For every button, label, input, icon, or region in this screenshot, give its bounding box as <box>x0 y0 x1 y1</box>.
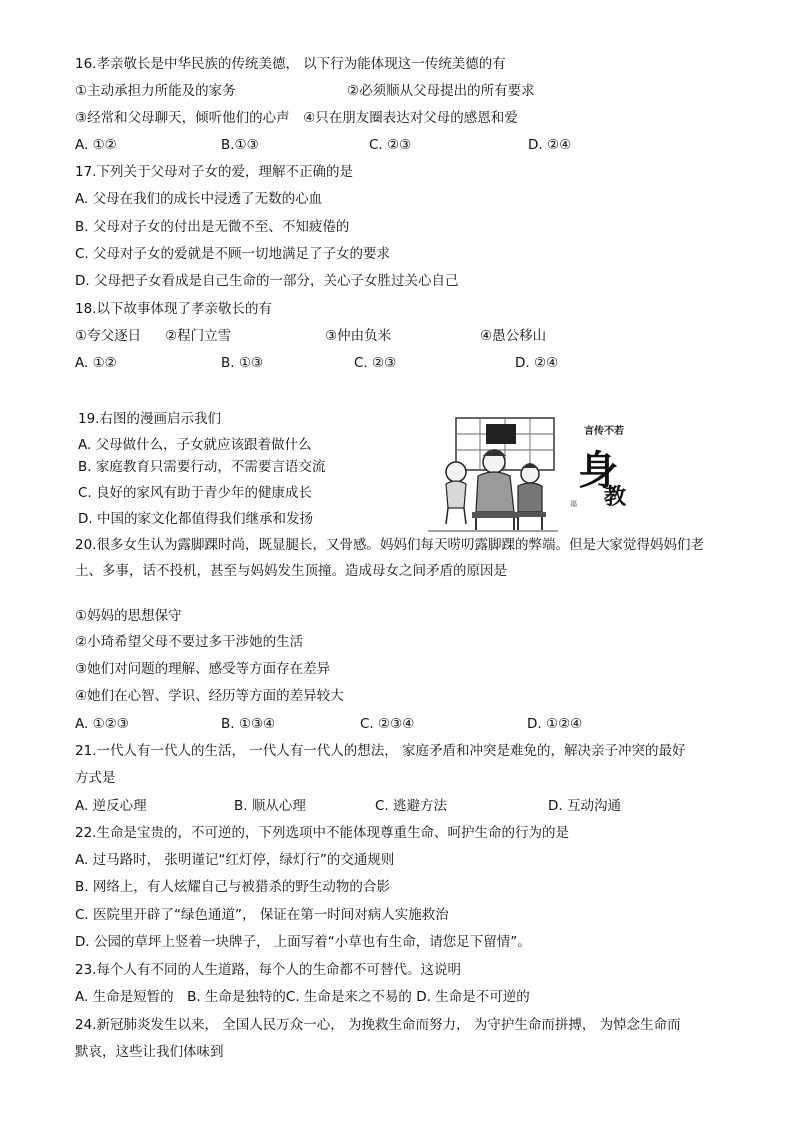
q17-option-a: A. 父母在我们的成长中浸透了无数的心血 <box>75 191 323 207</box>
q16-statement-1: ①主动承担力所能及的家务 <box>75 83 236 99</box>
cartoon-big-char-2: 教 <box>604 484 627 510</box>
q21-option-a: A. 逆反心理 <box>75 798 147 814</box>
q21-stem-line-2: 方式是 <box>75 770 116 786</box>
q19-option-b: B. 家庭教育只需要行动，不需要言语交流 <box>78 459 326 475</box>
q19-option-c: C. 良好的家风有助于青少年的健康成长 <box>78 485 313 501</box>
q23-options: A. 生命是短暂的 B. 生命是独特的C. 生命是来之不易的 D. 生命是不可逆的 <box>75 989 530 1005</box>
q16-option-a: A. ①② <box>75 137 117 153</box>
q16-statement-3-4: ③经常和父母聊天，倾听他们的心声 ④只在朋友圈表达对父母的感恩和爱 <box>75 110 518 126</box>
q21-stem-line-1: 21.一代人有一代人的生活， 一代人有一代人的想法， 家庭矛盾和冲突是难免的，解决亲子冲突的最好 <box>75 743 686 759</box>
q16-statement-2: ②必须顺从父母提出的所有要求 <box>347 83 535 99</box>
q18-story-3: ③仲由负米 <box>325 328 392 344</box>
q20-option-d: D. ①②④ <box>527 716 583 732</box>
q17-option-b: B. 父母对子女的付出是无微不至、不知疲倦的 <box>75 219 350 235</box>
q18-option-b: B. ①③ <box>221 355 264 371</box>
q18-story-4: ④愚公移山 <box>480 328 547 344</box>
q16-option-d: D. ②④ <box>528 137 572 153</box>
q20-stem-line-2: 土、多事，话不投机，甚至与妈妈发生顶撞。造成母女之间矛盾的原因是 <box>75 563 507 579</box>
cartoon-big-char-1: 身 <box>578 447 618 494</box>
q18-option-d: D. ②④ <box>515 355 559 371</box>
q24-stem-line-2: 默哀，这些让我们体味到 <box>75 1044 224 1060</box>
q21-option-b: B. 顺从心理 <box>234 798 306 814</box>
q19-option-d: D. 中国的家文化都值得我们继承和发扬 <box>78 511 313 527</box>
q22-option-d: D. 公园的草坪上竖着一块牌子， 上面写着“小草也有生命，请您足下留情”。 <box>75 934 531 950</box>
q16-option-c: C. ②③ <box>369 137 412 153</box>
q20-option-c: C. ②③④ <box>360 716 415 732</box>
q21-option-c: C. 逃避方法 <box>375 798 448 814</box>
q21-option-d: D. 互动沟通 <box>548 798 621 814</box>
q17-option-d: D. 父母把子女看成是自己生命的一部分，关心子女胜过关心自己 <box>75 273 459 289</box>
family-education-cartoon <box>428 412 628 532</box>
q17-option-c: C. 父母对子女的爱就是不顾一切地满足了子女的要求 <box>75 246 391 262</box>
q23-stem: 23.每个人有不同的人生道路，每个人的生命都不可替代。这说明 <box>75 962 461 978</box>
q17-stem: 17.下列关于父母对子女的爱，理解不正确的是 <box>75 164 353 180</box>
q22-stem: 22.生命是宝贵的，不可逆的，下列选项中不能体现尊重生命、呵护生命的行为的是 <box>75 825 569 841</box>
q20-statement-4: ④她们在心智、学识、经历等方面的差异较大 <box>75 688 344 704</box>
q20-statement-3: ③她们对问题的理解、感受等方面存在差异 <box>75 661 331 677</box>
q18-stem: 18.以下故事体现了孝亲敬长的有 <box>75 301 272 317</box>
q22-option-a: A. 过马路时， 张明谨记“红灯停，绿灯行”的交通规则 <box>75 852 395 868</box>
q19-option-a: A. 父母做什么，子女就应该跟着做什么 <box>78 437 312 453</box>
q22-option-c: C. 医院里开辟了“绿色通道”， 保证在第一时间对病人实施救治 <box>75 907 449 923</box>
q19-stem: 19.右图的漫画启示我们 <box>78 411 221 427</box>
q18-story-1: ①夸父逐日 <box>75 328 142 344</box>
q20-option-b: B. ①③④ <box>221 716 276 732</box>
q20-stem-line-1: 20.很多女生认为露脚踝时尚，既显腿长，又骨感。妈妈们每天唠叨露脚踝的弊端。但是大家觉得妈妈们老 <box>75 537 704 553</box>
q16-option-b: B.①③ <box>221 137 259 153</box>
q18-story-2: ②程门立雪 <box>165 328 232 344</box>
q18-option-c: C. ②③ <box>354 355 397 371</box>
q16-stem: 16.孝亲敬长是中华民族的传统美德， 以下行为能体现这一传统美德的有 <box>75 56 506 72</box>
q20-option-a: A. ①②③ <box>75 716 129 732</box>
q22-option-b: B. 网络上，有人炫耀自己与被猎杀的野生动物的合影 <box>75 879 390 895</box>
cartoon-caption: 言传不若 <box>584 426 624 437</box>
q20-statement-2: ②小琦希望父母不要过多干涉她的生活 <box>75 634 304 650</box>
cartoon-signature: 福 <box>570 500 577 508</box>
q20-statement-1: ①妈妈的思想保守 <box>75 608 182 624</box>
q24-stem-line-1: 24.新冠肺炎发生以来， 全国人民万众一心， 为挽救生命而努力， 为守护生命而拼搏， 为悼念生命而 <box>75 1017 681 1033</box>
q18-option-a: A. ①② <box>75 355 117 371</box>
